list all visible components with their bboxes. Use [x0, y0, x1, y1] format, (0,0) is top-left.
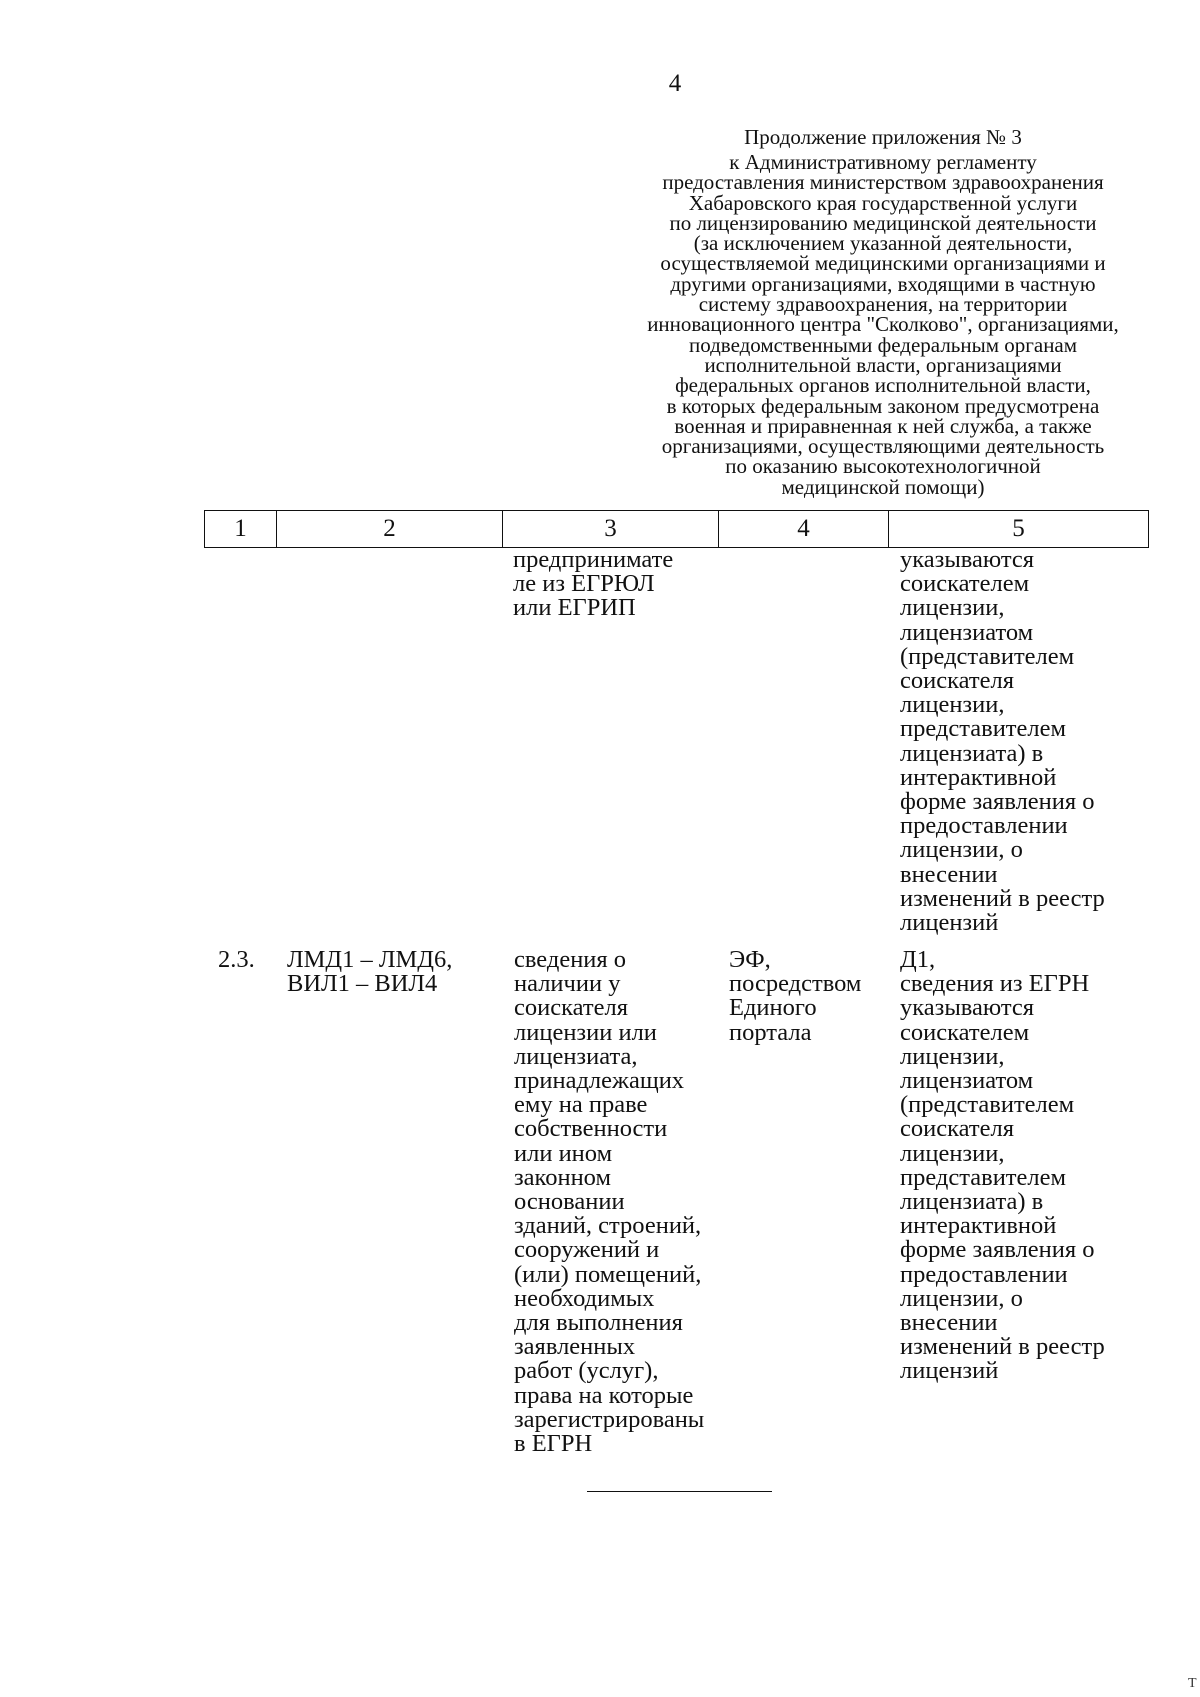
- cell-line: форме заявления о: [900, 1236, 1095, 1264]
- cell-line: соискателя: [900, 1115, 1014, 1143]
- cell-line: ЛМД1 – ЛМД6,: [287, 946, 453, 973]
- column-number-2: 2: [277, 511, 503, 548]
- table-header: [204, 510, 1149, 548]
- cell-line: законном: [514, 1163, 611, 1191]
- cell-line: соискателем: [900, 570, 1030, 598]
- appendix-line: федеральных органов исполнительной власти,: [675, 373, 1091, 398]
- cell-line: лицензиата) в: [900, 739, 1044, 767]
- appendix-line: (за исключением указанной деятельности,: [693, 231, 1073, 256]
- cell-line: представителем: [900, 715, 1066, 743]
- cell-line: зарегистрированы: [514, 1405, 705, 1433]
- cell-line: Д1,: [900, 946, 936, 973]
- cell-line: указываются: [900, 994, 1035, 1022]
- cell-line: работ (услуг),: [514, 1357, 659, 1385]
- cell-line: для выполнения: [514, 1309, 683, 1337]
- appendix-line: подведомственными федеральным органам: [688, 332, 1078, 357]
- cell-line: Единого: [729, 994, 817, 1022]
- cell-line: лицензиата,: [514, 1042, 638, 1070]
- column-number-3: 3: [503, 511, 719, 548]
- cell-line: в ЕГРН: [514, 1430, 593, 1458]
- cell-line: соискателем: [900, 1018, 1030, 1046]
- cell-line: ЭФ,: [729, 946, 771, 973]
- cell-line: (представителем: [900, 1091, 1075, 1119]
- cell-line: лицензий: [900, 1357, 999, 1385]
- end-rule: [587, 1491, 772, 1492]
- cell-line: форме заявления о: [900, 788, 1095, 816]
- appendix-line: предоставления министерством здравоохранения: [662, 170, 1104, 195]
- cell-line: лицензии,: [900, 594, 1005, 622]
- appendix-line: по оказанию высокотехнологичной: [725, 454, 1041, 479]
- row-number-cell: 2.3.: [218, 946, 255, 973]
- cell-line: лицензии, о: [900, 1284, 1023, 1312]
- cell-line: внесении: [900, 1309, 998, 1337]
- appendix-line: Хабаровского края государственной услуги: [688, 190, 1078, 215]
- cell-line: лицензии,: [900, 691, 1005, 719]
- cell-line: изменений в реестр: [900, 1333, 1105, 1361]
- appendix-line: в которых федеральным законом предусмотрена: [666, 393, 1100, 418]
- cell-line: собственности: [514, 1115, 668, 1143]
- row-form-codes-cell: [287, 948, 452, 996]
- appendix-heading: [618, 152, 1148, 497]
- cell-line: (представителем: [900, 642, 1075, 670]
- edge-mark: Т: [1188, 1676, 1197, 1691]
- appendix-line: осуществляемой медицинскими организациями и: [660, 251, 1106, 276]
- cell-line: посредством: [729, 970, 862, 998]
- appendix-title: Продолжение приложения № 3: [744, 125, 1022, 149]
- appendix-line: систему здравоохранения, на территории: [698, 292, 1068, 317]
- appendix-line: другими организациями, входящими в частную: [670, 271, 1096, 296]
- cell-line: интерактивной: [900, 1212, 1057, 1240]
- cell-line: предоставлении: [900, 1260, 1068, 1288]
- cell-line: или ином: [514, 1139, 613, 1167]
- cell-line: заявленных: [514, 1333, 636, 1361]
- cell-line: внесении: [900, 860, 998, 888]
- cell-line: лицензиата) в: [900, 1188, 1044, 1216]
- row-source-cell: [900, 948, 1105, 1384]
- cell-line: соискателя: [900, 667, 1014, 695]
- cell-line: представителем: [900, 1163, 1066, 1191]
- cell-line: лицензии,: [900, 1139, 1005, 1167]
- page-number: 4: [668, 70, 682, 97]
- cell-line: сведения из ЕГРН: [900, 970, 1090, 998]
- cell-line: лицензии или: [514, 1018, 657, 1046]
- column-number-5: 5: [889, 511, 1149, 548]
- cell-line: ле из ЕГРЮЛ: [513, 570, 655, 598]
- cell-line: интерактивной: [900, 763, 1057, 791]
- appendix-line: исполнительной власти, организациями: [704, 352, 1062, 377]
- row-information-cell: [514, 948, 704, 1456]
- cell-line: основании: [514, 1188, 625, 1216]
- cell-line: лицензий: [900, 909, 999, 937]
- appendix-line: организациями, осуществляющими деятельность: [661, 434, 1105, 459]
- continued-cell-col3: [513, 548, 673, 621]
- cell-line: зданий, строений,: [514, 1212, 702, 1240]
- cell-line: предпринимате: [513, 546, 674, 573]
- cell-line: указываются: [900, 546, 1035, 573]
- cell-line: права на которые: [514, 1381, 694, 1409]
- cell-line: ему на праве: [514, 1091, 648, 1119]
- cell-line: соискателя: [514, 994, 628, 1022]
- cell-line: лицензиатом: [900, 618, 1034, 646]
- appendix-line: к Административному регламенту: [729, 150, 1037, 174]
- cell-line: принадлежащих: [514, 1067, 685, 1095]
- cell-line: (или) помещений,: [514, 1260, 702, 1288]
- appendix-line: военная и приравненная к ней служба, а также: [674, 413, 1092, 438]
- cell-line: предоставлении: [900, 812, 1068, 840]
- appendix-line: медицинской помощи): [781, 474, 985, 499]
- row-method-cell: [729, 948, 861, 1045]
- cell-line: портала: [729, 1018, 812, 1046]
- cell-line: или ЕГРИП: [513, 594, 636, 622]
- cell-line: сведения о: [514, 946, 627, 973]
- cell-line: необходимых: [514, 1284, 655, 1312]
- cell-line: лицензиатом: [900, 1067, 1034, 1095]
- cell-line: ВИЛ1 – ВИЛ4: [287, 970, 438, 998]
- column-number-1: 1: [205, 511, 277, 548]
- cell-line: сооружений и: [514, 1236, 660, 1264]
- cell-line: лицензии,: [900, 1042, 1005, 1070]
- cell-line: наличии у: [514, 970, 621, 998]
- table-header-row: [205, 511, 1149, 548]
- cell-line: лицензии, о: [900, 836, 1023, 864]
- appendix-line: по лицензированию медицинской деятельности: [669, 210, 1097, 235]
- cell-line: изменений в реестр: [900, 884, 1105, 912]
- continued-cell-col5: [900, 548, 1105, 935]
- appendix-line: инновационного центра "Сколково", организациями,: [647, 312, 1119, 337]
- column-number-4: 4: [719, 511, 889, 548]
